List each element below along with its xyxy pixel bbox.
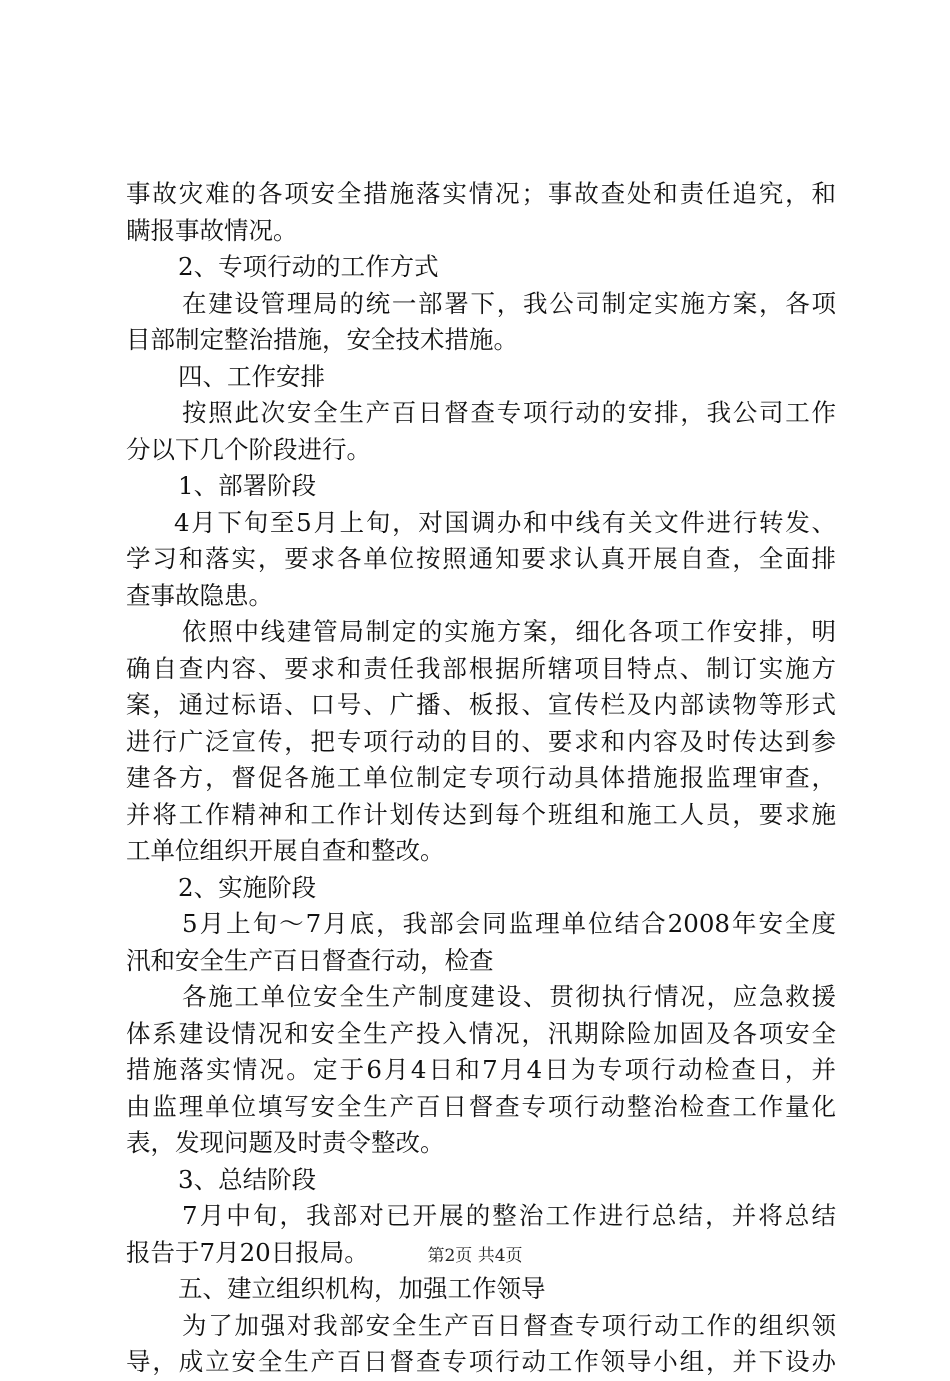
section-heading: 2、实施阶段	[178, 872, 317, 902]
section-heading: 1、部署阶段	[178, 471, 317, 500]
page-number-footer: 第2页 共4页	[427, 1246, 523, 1266]
text-line: 在建设管理局的统一部署下，我公司制定实施方案，各项	[182, 288, 836, 318]
text-line: 5月上旬～7月底，我部会同监理单位结合2008年安全度	[182, 909, 836, 938]
text-line: 各施工单位安全生产制度建设、贯彻执行情况，应急救援	[182, 982, 836, 1011]
text-line: 体系建设情况和安全生产投入情况，汛期除险加固及各项安全	[126, 1018, 836, 1048]
text-line: 7月中旬，我部对已开展的整治工作进行总结，并将总结	[182, 1201, 836, 1230]
text-line: 4月下旬至5月上旬，对国调办和中线有关文件进行转发、	[174, 507, 836, 537]
text-line: 目部制定整治措施，安全技术措施。	[126, 325, 518, 354]
text-line: 报告于7月20日报局。	[126, 1237, 369, 1267]
text-line: 按照此次安全生产百日督查专项行动的安排，我公司工作	[182, 398, 836, 427]
text-line: 案，通过标语、口号、广播、板报、宣传栏及内部读物等形式	[126, 690, 836, 719]
text-line: 导，成立安全生产百日督查专项行动工作领导小组，并下设办	[126, 1347, 836, 1376]
text-line: 事故灾难的各项安全措施落实情况；事故查处和责任追究，和	[126, 179, 836, 208]
text-line: 措施落实情况。定于6月4日和7月4日为专项行动检查日，并	[126, 1055, 836, 1084]
text-line: 建各方，督促各施工单位制定专项行动具体措施报监理审查，	[126, 763, 836, 792]
text-line: 进行广泛宣传，把专项行动的目的、要求和内容及时传达到参	[126, 726, 836, 756]
text-line: 依照中线建管局制定的实施方案，细化各项工作安排，明	[182, 617, 836, 646]
text-line: 分以下几个阶段进行。	[126, 434, 371, 464]
document-body	[126, 176, 836, 1381]
section-heading: 四、工作安排	[178, 361, 325, 391]
section-heading: 五、建立组织机构，加强工作领导	[178, 1274, 546, 1303]
text-line: 学习和落实，要求各单位按照通知要求认真开展自查，全面排	[126, 544, 836, 573]
text-line: 由监理单位填写安全生产百日督查专项行动整治检查工作量化	[126, 1091, 836, 1121]
text-line: 汛和安全生产百日督查行动，检查	[126, 945, 494, 975]
text-line: 为了加强对我部安全生产百日督查专项行动工作的组织领	[182, 1310, 836, 1340]
text-line: 确自查内容、要求和责任我部根据所辖项目特点、制订实施方	[126, 653, 836, 683]
text-line: 查事故隐患。	[126, 580, 273, 610]
text-line: 并将工作精神和工作计划传达到每个班组和施工人员，要求施	[126, 799, 836, 829]
text-line: 瞒报事故情况。	[126, 215, 298, 245]
section-heading: 3、总结阶段	[178, 1164, 317, 1194]
text-line: 工单位组织开展自查和整改。	[126, 836, 445, 865]
section-heading: 2、专项行动的工作方式	[178, 252, 439, 281]
text-line: 表，发现问题及时责令整改。	[126, 1128, 445, 1157]
